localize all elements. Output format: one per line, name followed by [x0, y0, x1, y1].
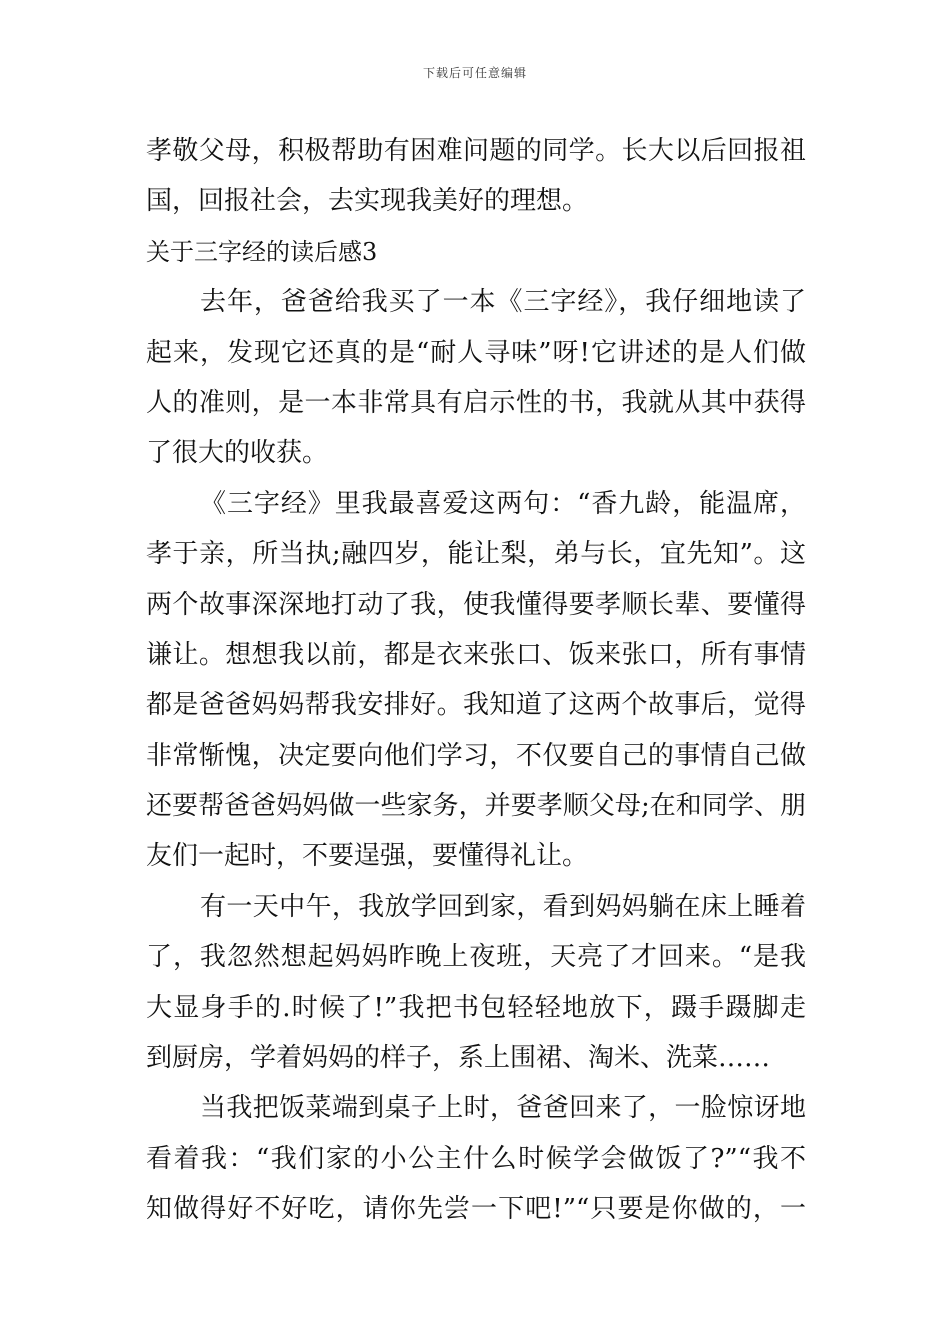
text-line: 知做得好不好吃，请你先尝一下吧!”“只要是你做的，一 [146, 1194, 806, 1225]
section-heading: 关于三字经的读后感3 [146, 237, 378, 266]
text-line: 还要帮爸爸妈妈做一些家务，并要孝顺父母;在和同学、朋 [146, 791, 806, 822]
text-line: 了，我忽然想起妈妈昨晚上夜班，天亮了才回来。“是我 [146, 942, 806, 973]
text-line: 非常惭愧，决定要向他们学习，不仅要自己的事情自己做 [146, 740, 806, 771]
paragraph-first-line: 当我把饭菜端到桌子上时，爸爸回来了，一脸惊讶地 [200, 1093, 806, 1124]
text-line: 国，回报社会，去实现我美好的理想。 [146, 186, 589, 217]
text-line: 了很大的收获。 [146, 438, 329, 469]
paragraph-first-line: 有一天中午，我放学回到家，看到妈妈躺在床上睡着 [200, 891, 806, 922]
text-line: 到厨房，学着妈妈的样子，系上围裙、淘米、洗菜…… [146, 1043, 771, 1074]
text-line: 大显身手的.时候了!”我把书包轻轻地放下，蹑手蹑脚走 [146, 992, 806, 1023]
text-line: 友们一起时，不要逞强，要懂得礼让。 [146, 841, 589, 872]
text-line: 谦让。想想我以前，都是衣来张口、饭来张口，所有事情 [146, 639, 806, 670]
text-line: 两个故事深深地打动了我，使我懂得要孝顺长辈、要懂得 [146, 589, 806, 620]
document-body [146, 126, 806, 1235]
text-line: 起来，发现它还真的是“耐人寻味”呀!它讲述的是人们做 [146, 337, 806, 368]
text-line: 孝敬父母，积极帮助有困难问题的同学。长大以后回报祖 [146, 136, 806, 166]
text-line: 孝于亲，所当执;融四岁，能让梨，弟与长，宜先知”。这 [146, 539, 806, 570]
text-line: 都是爸爸妈妈帮我安排好。我知道了这两个故事后，觉得 [146, 690, 806, 721]
paragraph-first-line: 《三字经》里我最喜爱这两句：“香九龄，能温席， [200, 488, 806, 519]
text-line: 人的准则，是一本非常具有启示性的书，我就从其中获得 [146, 387, 806, 418]
text-line: 看着我：“我们家的小公主什么时候学会做饭了?”“我不 [146, 1143, 806, 1174]
page-header: 下载后可任意编辑 [422, 66, 527, 80]
paragraph-first-line: 去年，爸爸给我买了一本《三字经》，我仔细地读了 [200, 287, 806, 318]
